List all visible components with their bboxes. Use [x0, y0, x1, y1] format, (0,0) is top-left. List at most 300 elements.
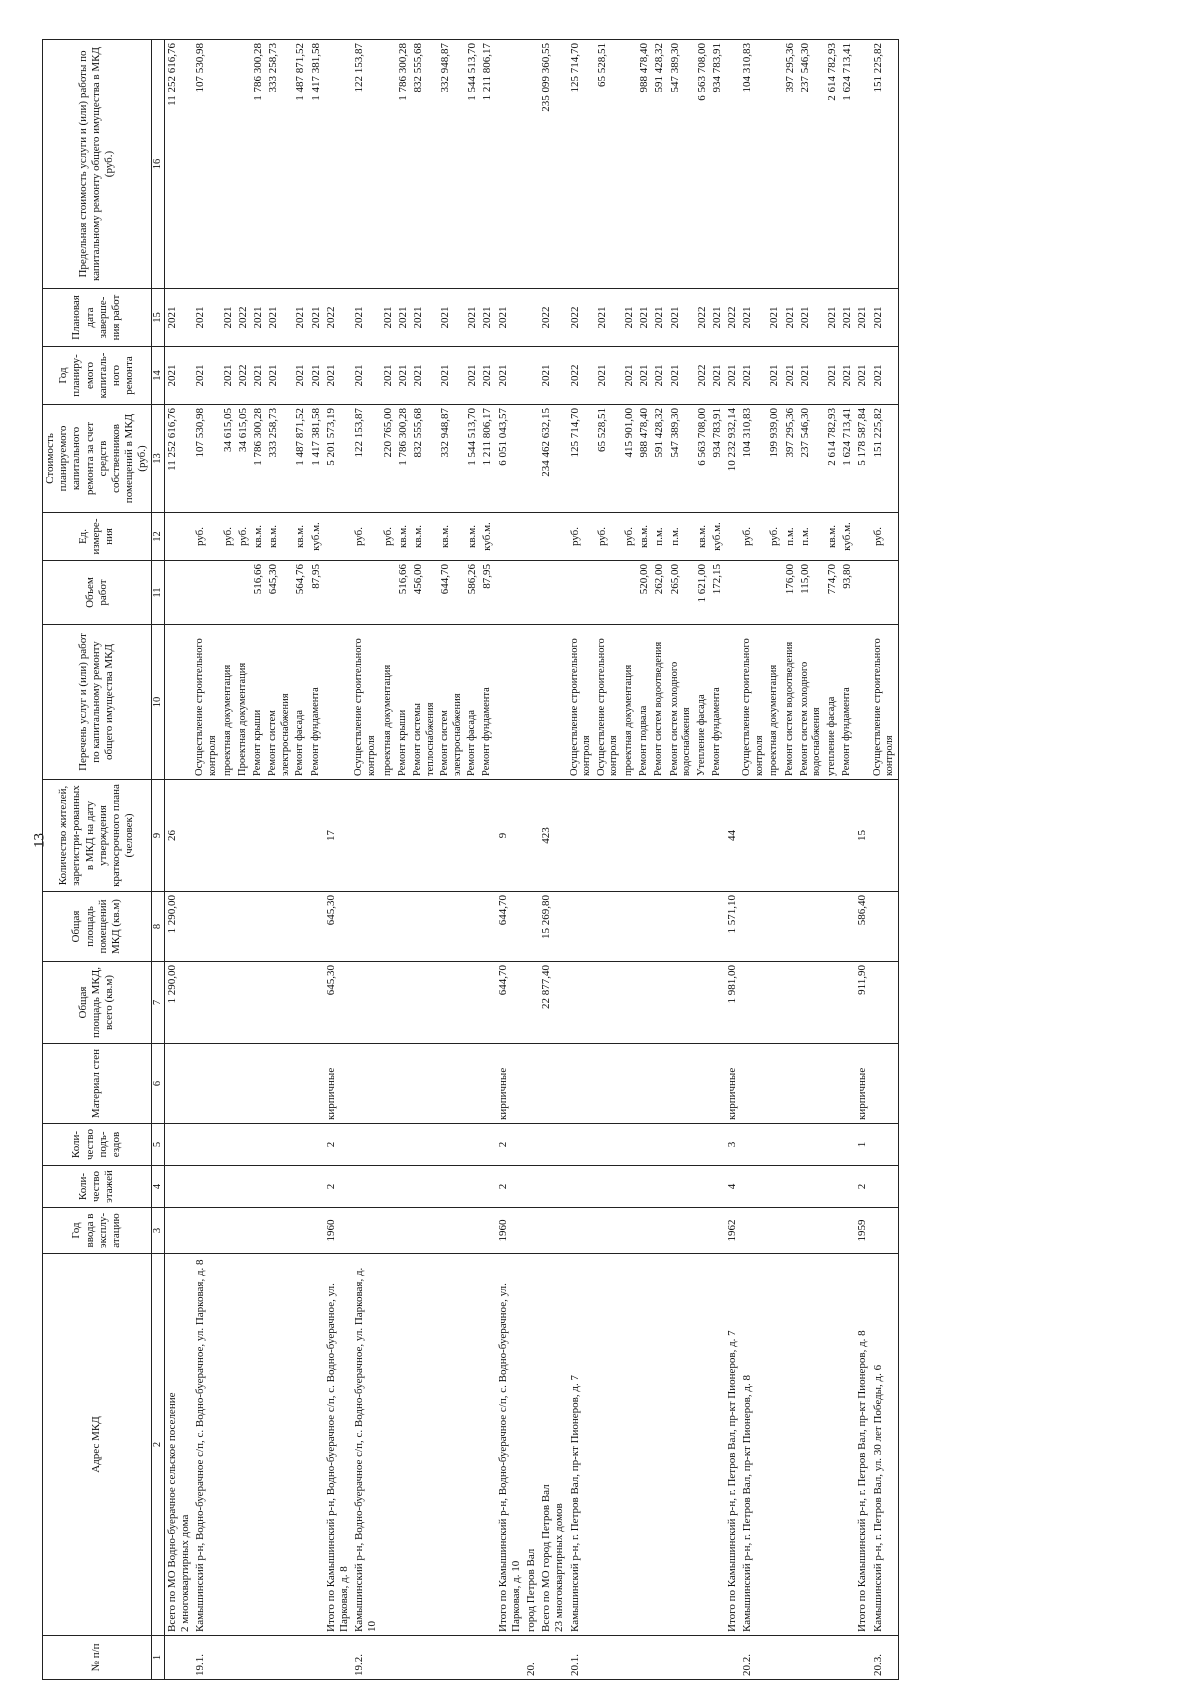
cell-col-4: 4 — [725, 1166, 740, 1208]
cell-col-9 — [396, 780, 411, 892]
cell-col-13: 237 546,30 — [798, 405, 825, 513]
cell-col-14: 2021 — [539, 347, 567, 405]
cell-col-16: 333 258,73 — [266, 40, 293, 289]
cell-col-8: 645,30 — [324, 892, 352, 962]
cell-col-14: 2022 — [236, 347, 251, 405]
cell-col-3 — [871, 1208, 899, 1254]
cell-col-11 — [381, 561, 396, 625]
cell-col-7: 1 981,00 — [725, 962, 740, 1044]
cell-col-11 — [496, 561, 524, 625]
cell-col-6 — [438, 1044, 465, 1124]
table-row — [798, 40, 825, 1680]
cell-col-2 — [710, 1254, 725, 1636]
cell-col-16: 151 225,82 — [871, 40, 899, 289]
cell-col-8: 1 571,10 — [725, 892, 740, 962]
cell-col-15: 2021 — [855, 289, 870, 347]
column-header-10: Перечень услуг и (или) работ по капитальному ремонту общего имущества МКД — [43, 625, 152, 780]
cell-col-4 — [539, 1166, 567, 1208]
cell-col-9 — [740, 780, 767, 892]
cell-col-3 — [193, 1208, 220, 1254]
cell-col-5 — [480, 1124, 495, 1166]
cell-col-13: 415 901,00 — [622, 405, 637, 513]
cell-col-3: 1962 — [725, 1208, 740, 1254]
cell-col-15 — [524, 289, 539, 347]
cell-col-15: 2021 — [740, 289, 767, 347]
cell-col-15: 2022 — [695, 289, 710, 347]
cell-col-7 — [438, 962, 465, 1044]
cell-col-4 — [236, 1166, 251, 1208]
cell-col-7 — [465, 962, 480, 1044]
cell-col-7 — [695, 962, 710, 1044]
cell-col-8 — [668, 892, 695, 962]
cell-col-12: руб. — [740, 513, 767, 561]
cell-col-10: Осуществление строительного контроля — [871, 625, 899, 780]
cell-col-10: Ремонт фундамента — [840, 625, 855, 780]
cell-col-9 — [381, 780, 396, 892]
cell-col-2 — [221, 1254, 236, 1636]
table-row — [480, 40, 495, 1680]
cell-col-3: 1959 — [855, 1208, 870, 1254]
cell-col-2 — [798, 1254, 825, 1636]
cell-col-13: 10 232 932,14 — [725, 405, 740, 513]
cell-col-5: 2 — [496, 1124, 524, 1166]
cell-col-15: 2021 — [266, 289, 293, 347]
cell-col-2 — [622, 1254, 637, 1636]
cell-col-10: Ремонт фундамента — [710, 625, 725, 780]
cell-col-7 — [293, 962, 308, 1044]
cell-col-14: 2021 — [871, 347, 899, 405]
cell-col-8 — [251, 892, 266, 962]
cell-col-14: 2022 — [568, 347, 595, 405]
cell-col-13: 65 528,51 — [595, 405, 622, 513]
cell-col-16 — [381, 40, 396, 289]
cell-col-5 — [309, 1124, 324, 1166]
cell-col-3 — [165, 1208, 194, 1254]
rotated-page — [42, 40, 1172, 1680]
cell-col-13: 333 258,73 — [266, 405, 293, 513]
cell-col-15: 2021 — [293, 289, 308, 347]
cell-col-7 — [236, 962, 251, 1044]
cell-col-1 — [855, 1636, 870, 1680]
cell-col-14: 2021 — [381, 347, 396, 405]
cell-col-9 — [193, 780, 220, 892]
column-number-2: 2 — [151, 1254, 165, 1636]
cell-col-5 — [595, 1124, 622, 1166]
cell-col-11 — [165, 561, 194, 625]
cell-col-10: проектная документация — [381, 625, 396, 780]
cell-col-6 — [352, 1044, 380, 1124]
table-row — [652, 40, 667, 1680]
cell-col-7 — [767, 962, 782, 1044]
cell-col-5 — [637, 1124, 652, 1166]
cell-col-11: 1 621,00 — [695, 561, 710, 625]
cell-col-6 — [825, 1044, 840, 1124]
cell-col-9: 15 — [855, 780, 870, 892]
cell-col-13: 1 544 513,70 — [465, 405, 480, 513]
cell-col-8 — [352, 892, 380, 962]
cell-col-7: 644,70 — [496, 962, 524, 1044]
column-header-15: Плановая дата заверше-ния работ — [43, 289, 152, 347]
cell-col-13: 1 211 806,17 — [480, 405, 495, 513]
table-row — [193, 40, 220, 1680]
cell-col-8 — [652, 892, 667, 962]
cell-col-4 — [710, 1166, 725, 1208]
cell-col-9 — [668, 780, 695, 892]
cell-col-13: 151 225,82 — [871, 405, 899, 513]
cell-col-10: Ремонт систем водоотведения — [652, 625, 667, 780]
cell-col-7 — [798, 962, 825, 1044]
cell-col-2 — [293, 1254, 308, 1636]
cell-col-4 — [465, 1166, 480, 1208]
cell-col-16: 235 099 360,55 — [539, 40, 567, 289]
cell-col-7 — [783, 962, 798, 1044]
cell-col-15: 2021 — [668, 289, 695, 347]
cell-col-13: 2 614 782,93 — [825, 405, 840, 513]
cell-col-1 — [293, 1636, 308, 1680]
cell-col-14: 2021 — [767, 347, 782, 405]
cell-col-12: кв.м. — [438, 513, 465, 561]
cell-col-9 — [652, 780, 667, 892]
cell-col-14: 2021 — [637, 347, 652, 405]
cell-col-16 — [324, 40, 352, 289]
cell-col-5 — [668, 1124, 695, 1166]
cell-col-8 — [438, 892, 465, 962]
cell-col-7 — [595, 962, 622, 1044]
cell-col-15: 2021 — [767, 289, 782, 347]
cell-col-2: Камышинский р-н, Водно-буерачное с/п, с. Водно-буерачное, ул. Парковая, д. 10 — [352, 1254, 380, 1636]
cell-col-7 — [221, 962, 236, 1044]
column-header-12: Ед. измере-ния — [43, 513, 152, 561]
cell-col-8 — [840, 892, 855, 962]
cell-col-8 — [783, 892, 798, 962]
cell-col-6 — [652, 1044, 667, 1124]
cell-col-4 — [695, 1166, 710, 1208]
table-row — [725, 40, 740, 1680]
cell-col-5 — [438, 1124, 465, 1166]
cell-col-8 — [871, 892, 899, 962]
repair-plan-table — [42, 39, 899, 1680]
cell-col-9 — [568, 780, 595, 892]
cell-col-5 — [840, 1124, 855, 1166]
table-row — [309, 40, 324, 1680]
cell-col-10 — [539, 625, 567, 780]
cell-col-6: кирпичные — [496, 1044, 524, 1124]
cell-col-10: Ремонт крыши — [251, 625, 266, 780]
table-body — [165, 40, 899, 1680]
cell-col-13: 220 765,00 — [381, 405, 396, 513]
column-header-4: Коли-чество этажей — [43, 1166, 152, 1208]
cell-col-12: куб.м. — [710, 513, 725, 561]
cell-col-9 — [480, 780, 495, 892]
cell-col-6 — [524, 1044, 539, 1124]
table-row — [637, 40, 652, 1680]
cell-col-10: проектная документация — [622, 625, 637, 780]
cell-col-9 — [251, 780, 266, 892]
cell-col-16: 1 417 381,58 — [309, 40, 324, 289]
cell-col-2: город Петров Вал — [524, 1254, 539, 1636]
cell-col-1 — [840, 1636, 855, 1680]
cell-col-7 — [622, 962, 637, 1044]
cell-col-16: 1 786 300,28 — [396, 40, 411, 289]
cell-col-1 — [668, 1636, 695, 1680]
cell-col-4 — [309, 1166, 324, 1208]
cell-col-14: 2021 — [193, 347, 220, 405]
cell-col-16 — [236, 40, 251, 289]
cell-col-10: утепление фасада — [825, 625, 840, 780]
cell-col-14 — [524, 347, 539, 405]
column-number-8: 8 — [151, 892, 165, 962]
cell-col-3 — [266, 1208, 293, 1254]
cell-col-15: 2021 — [465, 289, 480, 347]
cell-col-12: руб. — [568, 513, 595, 561]
cell-col-1 — [411, 1636, 438, 1680]
cell-col-4: 2 — [496, 1166, 524, 1208]
cell-col-7 — [871, 962, 899, 1044]
cell-col-5: 1 — [855, 1124, 870, 1166]
cell-col-12: руб. — [381, 513, 396, 561]
cell-col-16: 2 614 782,93 — [825, 40, 840, 289]
cell-col-9 — [352, 780, 380, 892]
table-row — [595, 40, 622, 1680]
cell-col-16: 332 948,87 — [438, 40, 465, 289]
cell-col-2: Всего по МО Водно-буерачное сельское поселение 2 многоквартирных дома — [165, 1254, 194, 1636]
cell-col-2: Итого по Камышинский р-н, г. Петров Вал, пр-кт Пионеров, д. 8 — [855, 1254, 870, 1636]
cell-col-6 — [568, 1044, 595, 1124]
cell-col-3 — [524, 1208, 539, 1254]
cell-col-10: Ремонт фундамента — [309, 625, 324, 780]
cell-col-7 — [396, 962, 411, 1044]
cell-col-11 — [539, 561, 567, 625]
cell-col-13: 1 624 713,41 — [840, 405, 855, 513]
cell-col-6 — [221, 1044, 236, 1124]
cell-col-3 — [352, 1208, 380, 1254]
cell-col-4: 2 — [324, 1166, 352, 1208]
cell-col-15: 2021 — [496, 289, 524, 347]
cell-col-6 — [266, 1044, 293, 1124]
cell-col-12 — [855, 513, 870, 561]
cell-col-1 — [767, 1636, 782, 1680]
page-number: 13 — [31, 833, 48, 848]
table-row — [668, 40, 695, 1680]
cell-col-15: 2021 — [352, 289, 380, 347]
cell-col-7 — [652, 962, 667, 1044]
cell-col-1: 19.2. — [352, 1636, 380, 1680]
cell-col-12: руб. — [871, 513, 899, 561]
cell-col-16 — [725, 40, 740, 289]
cell-col-6 — [411, 1044, 438, 1124]
cell-col-12: п.м. — [652, 513, 667, 561]
cell-col-10: Ремонт подвала — [637, 625, 652, 780]
cell-col-10: Ремонт систем водоотведения — [783, 625, 798, 780]
cell-col-15: 2021 — [595, 289, 622, 347]
cell-col-10: Ремонт систем холодного водоснабжения — [668, 625, 695, 780]
cell-col-16 — [496, 40, 524, 289]
cell-col-3 — [652, 1208, 667, 1254]
column-number-10: 10 — [151, 625, 165, 780]
cell-col-9 — [595, 780, 622, 892]
cell-col-13: 832 555,68 — [411, 405, 438, 513]
cell-col-16 — [767, 40, 782, 289]
cell-col-3 — [595, 1208, 622, 1254]
cell-col-2 — [595, 1254, 622, 1636]
column-header-8: Общая площадь помещений МКД (кв.м) — [43, 892, 152, 962]
cell-col-14: 2021 — [309, 347, 324, 405]
cell-col-5 — [798, 1124, 825, 1166]
cell-col-10 — [324, 625, 352, 780]
cell-col-6 — [668, 1044, 695, 1124]
cell-col-14: 2021 — [798, 347, 825, 405]
cell-col-5 — [652, 1124, 667, 1166]
cell-col-11 — [740, 561, 767, 625]
cell-col-15: 2022 — [236, 289, 251, 347]
cell-col-2 — [396, 1254, 411, 1636]
cell-col-11: 586,26 — [465, 561, 480, 625]
cell-col-15: 2021 — [783, 289, 798, 347]
cell-col-2: Камышинский р-н, г. Петров Вал, пр-кт Пионеров, д. 8 — [740, 1254, 767, 1636]
cell-col-3: 1960 — [496, 1208, 524, 1254]
table-row — [539, 40, 567, 1680]
cell-col-14: 2021 — [438, 347, 465, 405]
cell-col-1 — [496, 1636, 524, 1680]
cell-col-12: руб. — [193, 513, 220, 561]
cell-col-14: 2022 — [695, 347, 710, 405]
table-row — [496, 40, 524, 1680]
cell-col-9 — [438, 780, 465, 892]
cell-col-8 — [622, 892, 637, 962]
cell-col-10: Осуществление строительного контроля — [740, 625, 767, 780]
cell-col-9 — [309, 780, 324, 892]
cell-col-3 — [798, 1208, 825, 1254]
cell-col-3 — [767, 1208, 782, 1254]
cell-col-11: 516,66 — [251, 561, 266, 625]
cell-col-2 — [411, 1254, 438, 1636]
cell-col-1: 19.1. — [193, 1636, 220, 1680]
cell-col-3 — [568, 1208, 595, 1254]
cell-col-11 — [352, 561, 380, 625]
cell-col-1 — [637, 1636, 652, 1680]
cell-col-9 — [236, 780, 251, 892]
cell-col-16: 122 153,87 — [352, 40, 380, 289]
cell-col-11: 87,95 — [309, 561, 324, 625]
cell-col-3 — [840, 1208, 855, 1254]
cell-col-10 — [496, 625, 524, 780]
column-number-14: 14 — [151, 347, 165, 405]
cell-col-4 — [652, 1166, 667, 1208]
cell-col-8 — [465, 892, 480, 962]
table-row — [783, 40, 798, 1680]
table-row — [324, 40, 352, 1680]
cell-col-6: кирпичные — [855, 1044, 870, 1124]
cell-col-14: 2021 — [324, 347, 352, 405]
cell-col-3 — [381, 1208, 396, 1254]
column-header-13: Стоимость планируемого капитального ремонта за счет средств собственников помещений в МКД (руб.) — [43, 405, 152, 513]
cell-col-12 — [539, 513, 567, 561]
cell-col-13: 934 783,91 — [710, 405, 725, 513]
cell-col-16: 1 544 513,70 — [465, 40, 480, 289]
cell-col-16: 6 563 708,00 — [695, 40, 710, 289]
cell-col-11: 93,80 — [840, 561, 855, 625]
cell-col-4 — [767, 1166, 782, 1208]
cell-col-3 — [783, 1208, 798, 1254]
cell-col-6 — [840, 1044, 855, 1124]
cell-col-5 — [767, 1124, 782, 1166]
table-row — [855, 40, 870, 1680]
cell-col-1 — [710, 1636, 725, 1680]
cell-col-14: 2021 — [293, 347, 308, 405]
column-number-1: 1 — [151, 1636, 165, 1680]
cell-col-4 — [783, 1166, 798, 1208]
cell-col-15: 2021 — [622, 289, 637, 347]
cell-col-4 — [165, 1166, 194, 1208]
cell-col-14: 2021 — [480, 347, 495, 405]
cell-col-5 — [465, 1124, 480, 1166]
cell-col-8 — [293, 892, 308, 962]
cell-col-16: 547 389,30 — [668, 40, 695, 289]
table-row — [622, 40, 637, 1680]
cell-col-14: 2021 — [855, 347, 870, 405]
cell-col-6 — [695, 1044, 710, 1124]
cell-col-13: 125 714,70 — [568, 405, 595, 513]
cell-col-12 — [324, 513, 352, 561]
cell-col-13: 107 530,98 — [193, 405, 220, 513]
column-number-6: 6 — [151, 1044, 165, 1124]
cell-col-6 — [798, 1044, 825, 1124]
cell-col-3 — [668, 1208, 695, 1254]
cell-col-7 — [480, 962, 495, 1044]
cell-col-16: 1 211 806,17 — [480, 40, 495, 289]
cell-col-13: 1 786 300,28 — [396, 405, 411, 513]
table-row — [381, 40, 396, 1680]
cell-col-2 — [381, 1254, 396, 1636]
cell-col-14: 2021 — [740, 347, 767, 405]
cell-col-11 — [725, 561, 740, 625]
cell-col-7 — [266, 962, 293, 1044]
cell-col-9 — [524, 780, 539, 892]
cell-col-11 — [221, 561, 236, 625]
cell-col-2 — [840, 1254, 855, 1636]
cell-col-15: 2021 — [840, 289, 855, 347]
cell-col-14: 2021 — [396, 347, 411, 405]
cell-col-16: 11 252 616,76 — [165, 40, 194, 289]
cell-col-3 — [293, 1208, 308, 1254]
cell-col-16: 397 295,36 — [783, 40, 798, 289]
column-header-6: Материал стен — [43, 1044, 152, 1124]
cell-col-6 — [595, 1044, 622, 1124]
cell-col-12 — [524, 513, 539, 561]
cell-col-13 — [524, 405, 539, 513]
cell-col-9: 423 — [539, 780, 567, 892]
cell-col-13: 1 786 300,28 — [251, 405, 266, 513]
cell-col-11: 520,00 — [637, 561, 652, 625]
cell-col-5 — [221, 1124, 236, 1166]
cell-col-15: 2021 — [637, 289, 652, 347]
cell-col-4 — [524, 1166, 539, 1208]
cell-col-7: 645,30 — [324, 962, 352, 1044]
column-header-2: Адрес МКД — [43, 1254, 152, 1636]
cell-col-13: 591 428,32 — [652, 405, 667, 513]
column-number-7: 7 — [151, 962, 165, 1044]
cell-col-10: Осуществление строительного контроля — [595, 625, 622, 780]
table-row — [411, 40, 438, 1680]
cell-col-6 — [293, 1044, 308, 1124]
cell-col-6 — [236, 1044, 251, 1124]
cell-col-6: кирпичные — [725, 1044, 740, 1124]
cell-col-6 — [539, 1044, 567, 1124]
table-header — [43, 40, 165, 1680]
cell-col-8 — [193, 892, 220, 962]
cell-col-9: 9 — [496, 780, 524, 892]
column-number-16: 16 — [151, 40, 165, 289]
